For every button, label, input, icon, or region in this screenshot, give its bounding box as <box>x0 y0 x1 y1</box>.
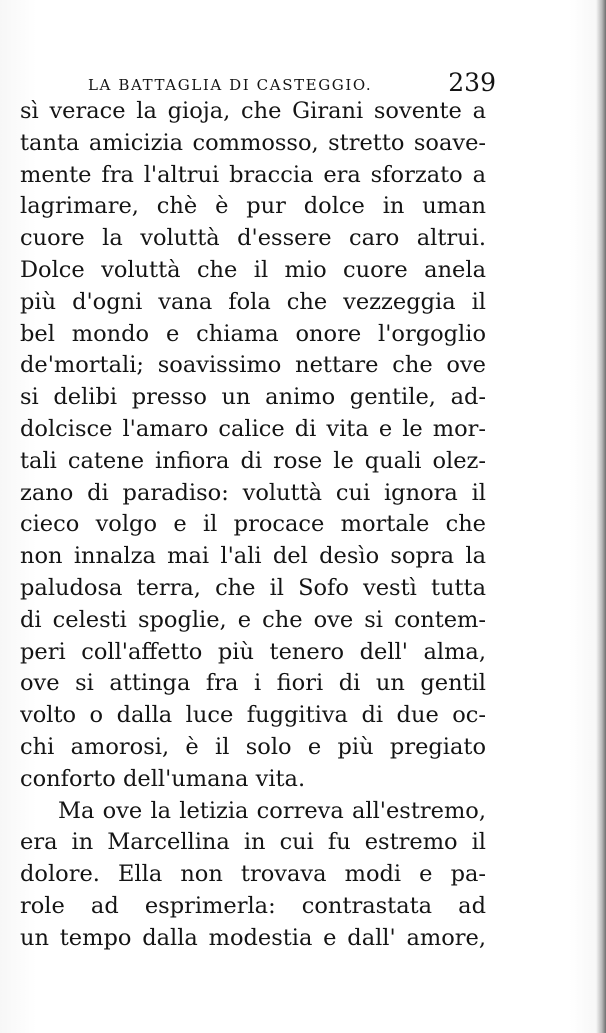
text-line: volto o dalla luce fuggitiva di due oc- <box>20 702 486 729</box>
text-line: bel mondo e chiama onore l'orgoglio <box>20 320 486 347</box>
text-line: de'mortali; soavissimo nettare che ove <box>20 352 486 379</box>
running-title: LA BATTAGLIA DI CASTEGGIO. <box>88 76 373 94</box>
text-line: conforto dell'umana vita. <box>20 765 306 792</box>
page-number: 239 <box>448 68 496 97</box>
text-line: tali catene infiora di rose le quali olez- <box>20 447 486 474</box>
text-line: ove si attinga fra i fiori di un gentil <box>20 670 486 697</box>
text-line: dolcisce l'amaro calice di vita e le mor- <box>20 415 486 442</box>
text-line: zano di paradiso: voluttà cui ignora il <box>20 479 486 506</box>
text-line: peri coll'affetto più tenero dell' alma, <box>20 638 486 665</box>
text-line: Ma ove la letizia correva all'estremo, <box>58 797 486 824</box>
text-line: role ad esprimerla: contrastata ad <box>20 892 486 919</box>
page-gutter-shadow <box>596 0 606 1033</box>
text-line: lagrimare, chè è pur dolce in uman <box>20 193 486 220</box>
page-header <box>88 68 496 98</box>
text-line: si delibi presso un animo gentile, ad- <box>20 384 486 411</box>
text-line: non innalza mai l'ali del desìo sopra la <box>20 543 486 570</box>
text-line: mente fra l'altrui braccia era sforzato a <box>20 161 486 188</box>
text-line: di celesti spoglie, e che ove si contem- <box>20 606 486 633</box>
text-line: un tempo dalla modestia e dall' amore, <box>20 924 486 951</box>
text-line: era in Marcellina in cui fu estremo il <box>20 829 486 856</box>
body-text <box>20 96 486 955</box>
text-line: Dolce voluttà che il mio cuore anela <box>20 256 486 283</box>
text-line: cieco volgo e il procace mortale che <box>20 511 486 538</box>
text-line: chi amorosi, è il solo e più pregiato <box>20 733 486 760</box>
text-line: dolore. Ella non trovava modi e pa- <box>20 861 486 888</box>
text-line: più d'ogni vana fola che vezzeggia il <box>20 288 486 315</box>
text-line: cuore la voluttà d'essere caro altrui. <box>20 225 486 252</box>
text-line: tanta amicizia commosso, stretto soave- <box>20 129 486 156</box>
text-line: paludosa terra, che il Sofo vestì tutta <box>20 574 486 601</box>
text-line: sì verace la gioja, che Girani sovente a <box>20 98 486 124</box>
